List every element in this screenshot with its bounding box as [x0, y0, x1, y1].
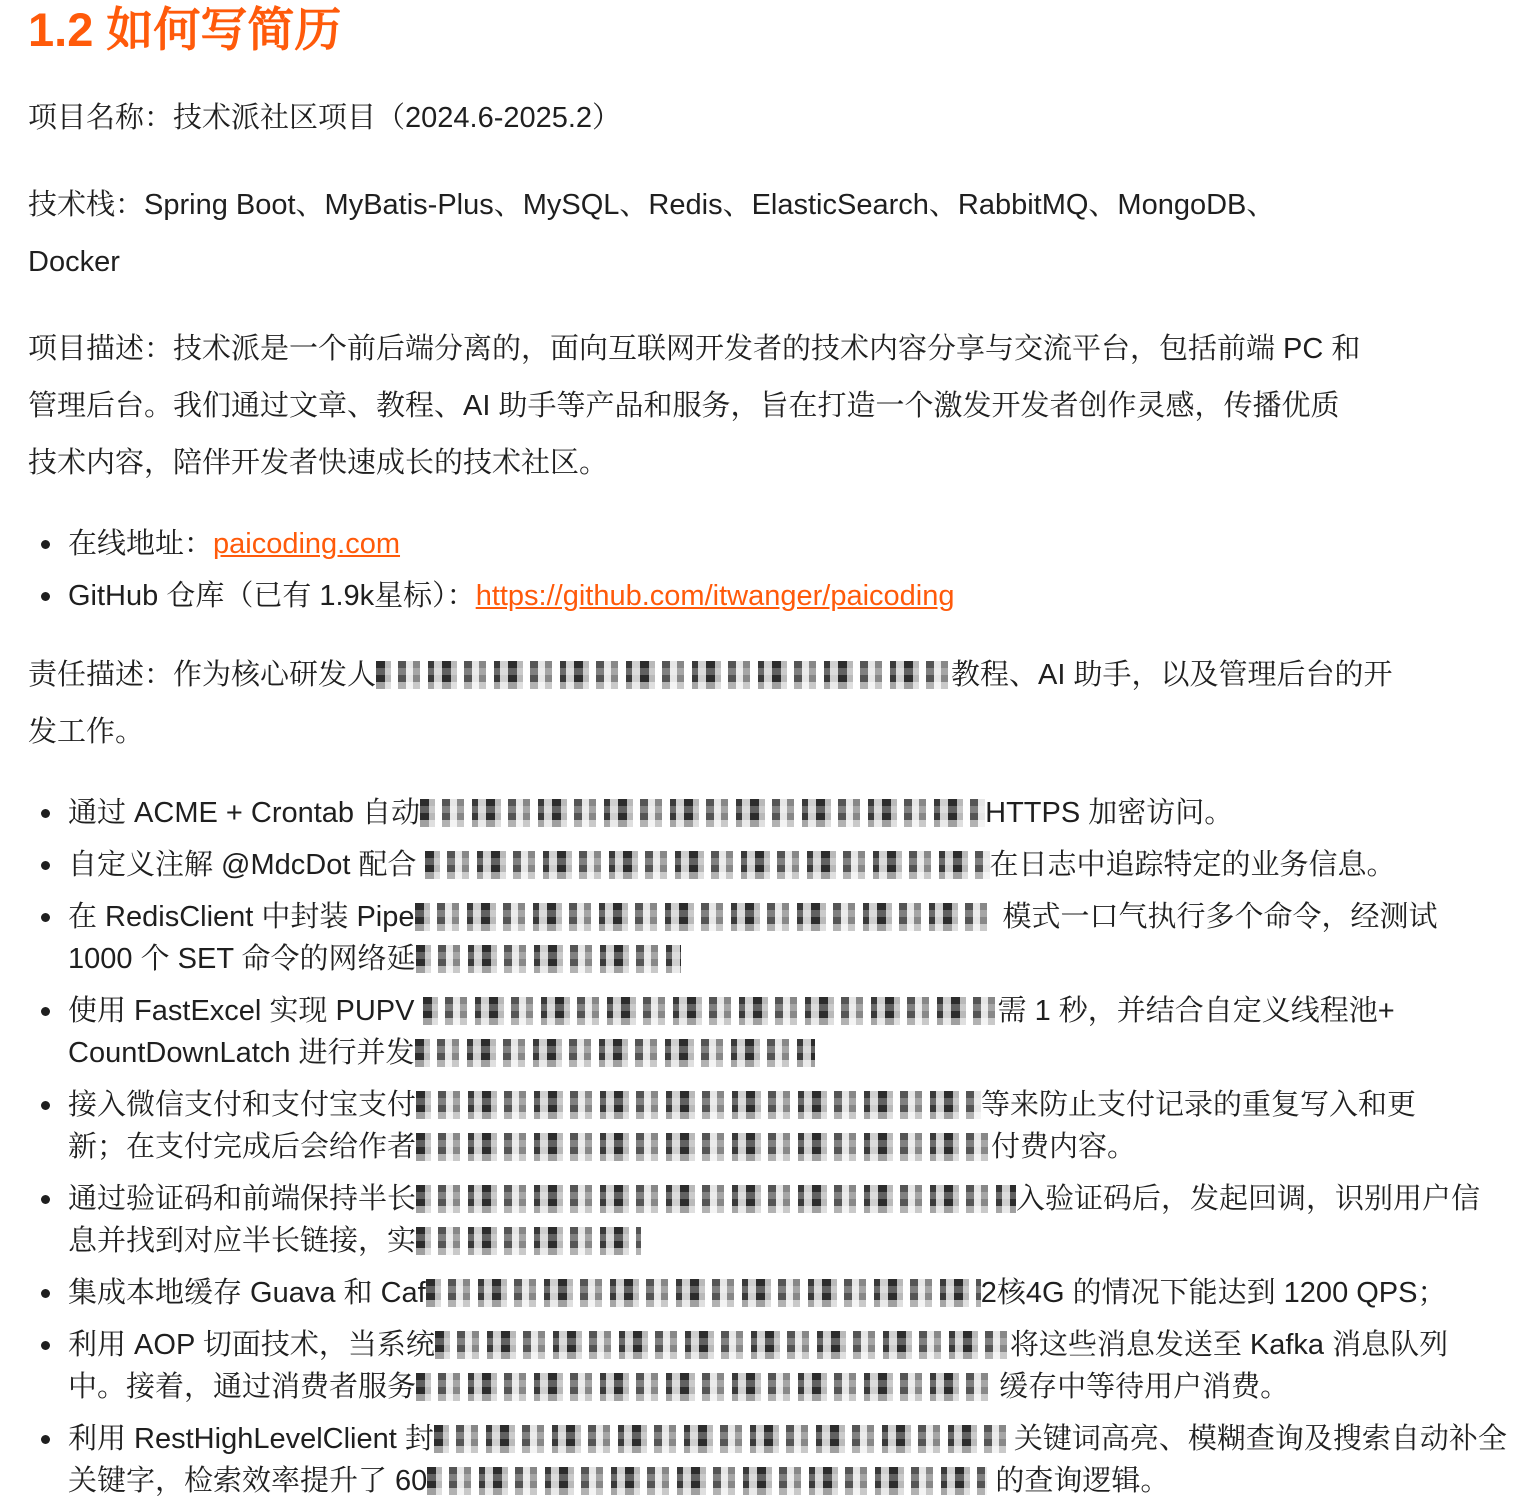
text: 教程、AI 助手，以及管理后台的开: [951, 659, 1393, 691]
text: 新；在支付完成后会给作者: [68, 1131, 417, 1163]
text: 1000 个 SET 命令的网络延: [68, 943, 416, 975]
bullet-icon: [41, 540, 50, 549]
bullet-icon: [41, 1289, 50, 1298]
list-item: [68, 1084, 1494, 1168]
responsibility-list: [28, 792, 1507, 1502]
section-heading: 1.2 如何写简历: [28, 3, 342, 56]
list-item: [68, 523, 1494, 565]
pixelated-redaction: [416, 1185, 1016, 1213]
bullet-icon: [41, 1101, 50, 1110]
pixelated-redaction: [427, 1467, 987, 1495]
pixelated-redaction: [416, 1227, 641, 1255]
project-name: 项目名称：技术派社区项目（2024.6-2025.2）: [28, 102, 622, 134]
pixelated-redaction: [434, 1425, 1014, 1453]
bullet-icon: [41, 861, 50, 870]
text: 入验证码后，发起回调，识别用户信: [1016, 1183, 1481, 1215]
text: 付费内容。: [991, 1131, 1137, 1163]
text: 将这些消息发送至 Kafka 消息队列: [1009, 1329, 1449, 1361]
list-item: [68, 1418, 1507, 1502]
pixelated-redaction: [376, 661, 951, 689]
text: 在日志中追踪特定的业务信息。: [989, 849, 1396, 881]
list-item: [68, 1178, 1494, 1262]
text: CountDownLatch 进行并发: [68, 1037, 415, 1069]
text-line: [28, 647, 1494, 704]
text: 利用 RestHighLevelClient 封: [68, 1423, 434, 1455]
tech-stack: [28, 177, 1494, 291]
text: 集成本地缓存 Guava 和 Caf: [68, 1277, 426, 1309]
list-item: [68, 990, 1494, 1074]
pixelated-redaction: [416, 945, 681, 973]
text-line: 技术内容，陪伴开发者快速成长的技术社区。: [28, 447, 609, 479]
text: 缓存中等待用户消费。: [991, 1371, 1290, 1403]
responsibility: [28, 647, 1494, 761]
text: 关键字，检索效率提升了 60: [68, 1465, 428, 1497]
list-item: [68, 896, 1494, 980]
list-item: [68, 792, 1494, 834]
text: 模式一口气执行多个命令，经测试: [994, 901, 1438, 933]
text: 2核4G 的情况下能达到 1200 QPS；: [980, 1277, 1447, 1309]
text-line: 管理后台。我们通过文章、教程、AI 助手等产品和服务，旨在打造一个激发开发者创作灵感，传播优质: [28, 390, 1340, 422]
pixelated-redaction: [425, 851, 990, 879]
bullet-icon: [41, 913, 50, 922]
text: 利用 AOP 切面技术，当系统: [68, 1329, 435, 1361]
text-line: 发工作。: [28, 716, 145, 748]
website-link[interactable]: paicoding.com: [213, 528, 401, 560]
list-item: [68, 1272, 1494, 1314]
text-line: 技术栈：Spring Boot、MyBatis-Plus、MySQL、Redis、ElasticSearch、RabbitMQ、MongoDB、: [28, 189, 1276, 221]
text: 中。接着，通过消费者服务: [68, 1371, 417, 1403]
bullet-icon: [41, 809, 50, 818]
pixelated-redaction: [415, 1039, 815, 1067]
project-links: [28, 523, 1494, 617]
bullet-icon: [41, 1435, 50, 1444]
bullet-icon: [41, 1195, 50, 1204]
list-item: [68, 575, 1494, 617]
text: 等来防止支付记录的重复写入和更: [981, 1089, 1417, 1121]
github-link[interactable]: https://github.com/itwanger/paicoding: [475, 580, 955, 612]
pixelated-redaction: [416, 1133, 991, 1161]
link-label: GitHub 仓库（已有 1.9k星标）：: [68, 580, 476, 612]
text: 通过 ACME + Crontab 自动: [68, 797, 421, 829]
text: 接入微信支付和支付宝支付: [68, 1089, 417, 1121]
text: 责任描述：作为核心研发人: [28, 659, 377, 691]
text: HTTPS 加密访问。: [985, 797, 1234, 829]
list-item: [68, 844, 1494, 886]
pixelated-redaction: [416, 1373, 991, 1401]
bullet-icon: [41, 592, 50, 601]
pixelated-redaction: [426, 1279, 981, 1307]
project-description: [28, 321, 1494, 492]
text: 的查询逻辑。: [987, 1465, 1170, 1497]
text: 关键词高亮、模糊查询及搜索自动补全: [1013, 1423, 1507, 1455]
text-line: 项目描述：技术派是一个前后端分离的，面向互联网开发者的技术内容分享与交流平台，包括前端 PC 和: [28, 333, 1361, 365]
pixelated-redaction: [415, 903, 995, 931]
pixelated-redaction: [435, 1331, 1010, 1359]
text: 需 1 秒，并结合自定义线程池+: [997, 995, 1395, 1027]
link-label: 在线地址：: [68, 528, 214, 560]
pixelated-redaction: [420, 799, 985, 827]
text: 通过验证码和前端保持半长: [68, 1183, 417, 1215]
text: 自定义注解 @MdcDot 配合: [68, 849, 425, 881]
bullet-icon: [41, 1007, 50, 1016]
text: 息并找到对应半长链接，实: [68, 1225, 417, 1257]
text: 使用 FastExcel 实现 PUPV: [68, 995, 423, 1027]
text: 在 RedisClient 中封装 Pipe: [68, 901, 415, 933]
list-item: [68, 1324, 1494, 1408]
bullet-icon: [41, 1341, 50, 1350]
pixelated-redaction: [416, 1091, 981, 1119]
pixelated-redaction: [423, 997, 998, 1025]
text-line: Docker: [28, 246, 120, 278]
